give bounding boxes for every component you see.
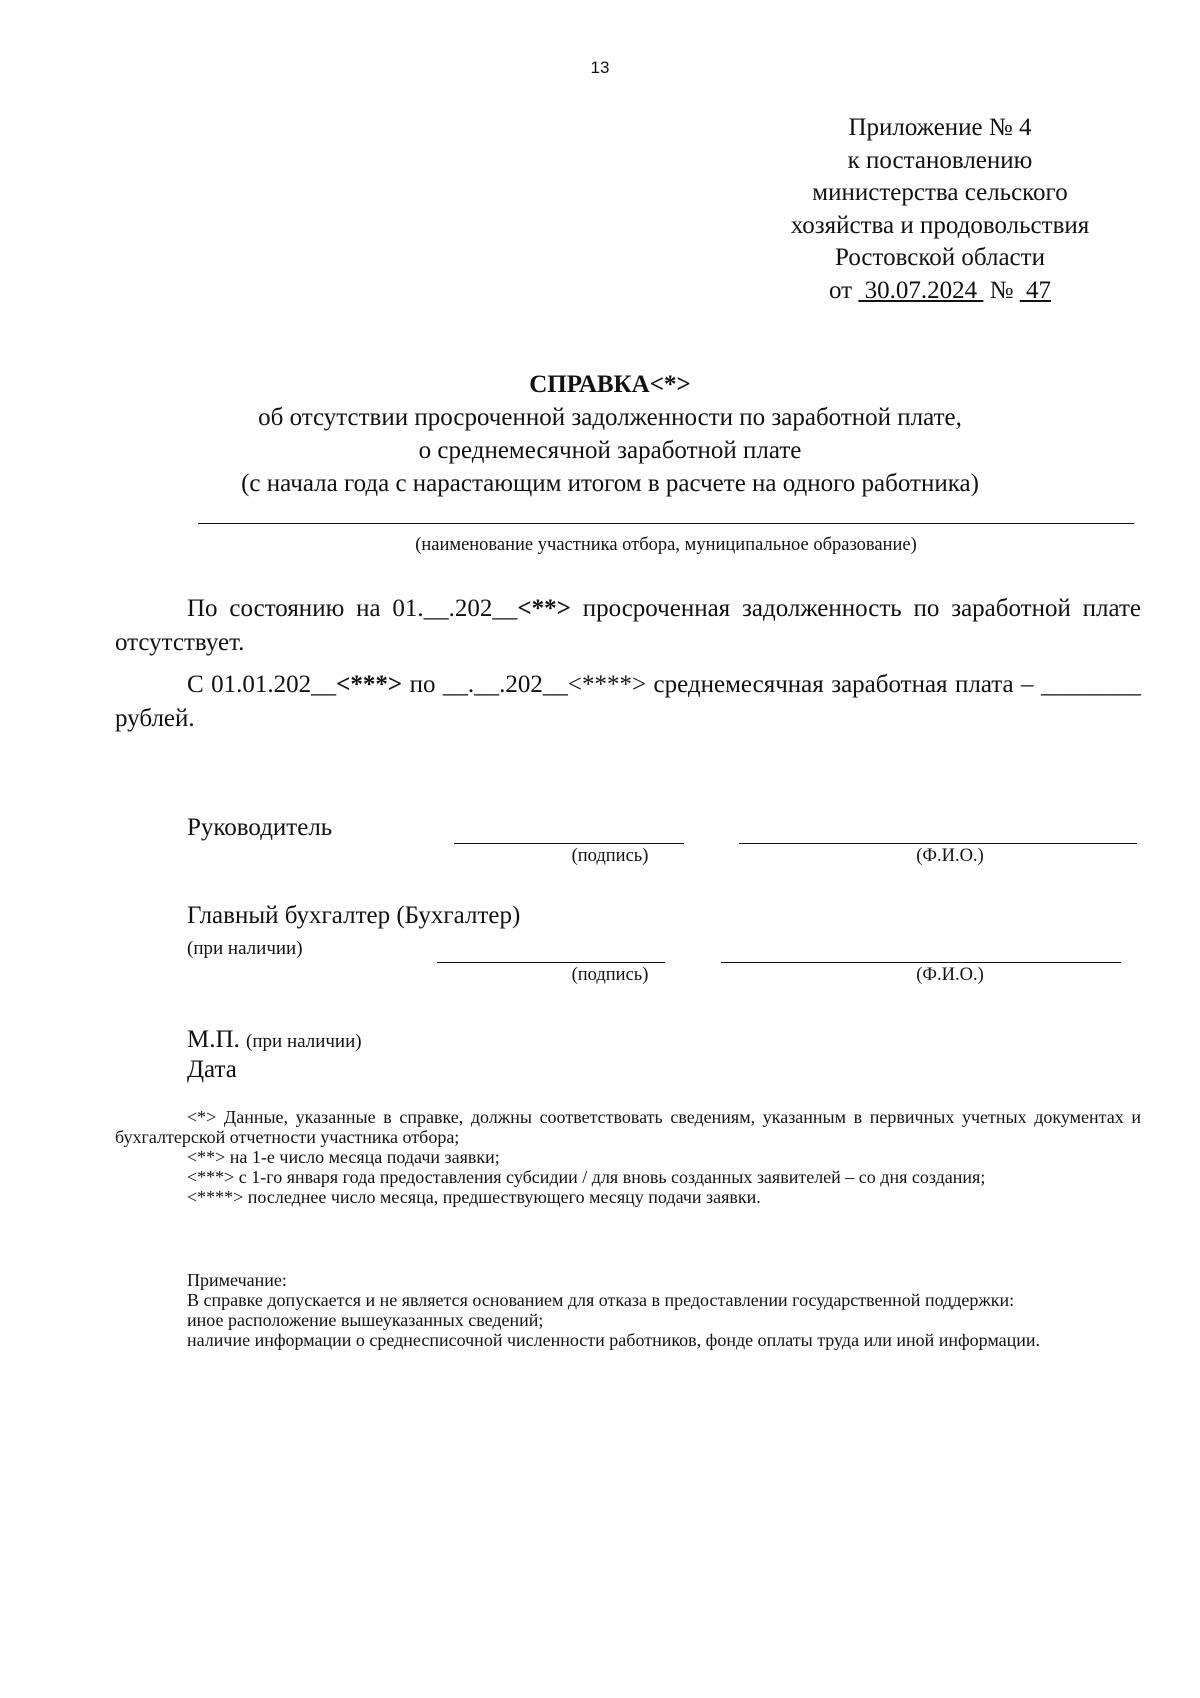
appendix-line: хозяйства и продовольствия	[790, 211, 1090, 239]
accountant-signature-line	[437, 962, 665, 963]
stamp-line	[187, 1026, 362, 1054]
appendix-block	[740, 112, 1140, 307]
remark-heading: Примечание:	[187, 1270, 287, 1290]
head-fio-line	[739, 843, 1137, 844]
heading-line: (с начала года с нарастающим итогом в расчете на одного работника)	[241, 470, 979, 497]
participant-name-line	[198, 523, 1134, 524]
head-label: Руководитель	[187, 814, 333, 841]
remark-line: В справке допускается и не является основанием для отказа в предоставлении государственной поддержки:	[187, 1290, 1015, 1310]
average-salary-paragraph: С 01.01.202__<***> по __.__.202__<****> среднемесячная заработная плата – ________ рублей.	[115, 671, 1141, 732]
signature-caption: (подпись)	[571, 846, 649, 866]
appendix-date-line	[740, 275, 1140, 308]
participant-caption: (наименование участника отбора, муниципальное образование)	[415, 535, 917, 555]
footnote: <*> Данные, указанные в справке, должны соответствовать сведениям, указанным в первичных учетных документах и бухгалтерской отчетности участника отбора;	[115, 1107, 1141, 1147]
footnote: <***> с 1-го января года предоставления субсидии / для вновь созданных заявителей – со дня создания;	[187, 1167, 986, 1187]
appendix-title: Приложение № 4	[848, 114, 1032, 141]
footnote: <**> на 1-е число месяца подачи заявки;	[187, 1147, 500, 1167]
appendix-line: министерства сельского	[812, 179, 1068, 206]
fio-caption: (Ф.И.О.)	[916, 846, 984, 866]
footnote: <****> последнее число месяца, предшествующего месяцу подачи заявки.	[187, 1187, 761, 1207]
appendix-line: к постановлению	[847, 146, 1033, 174]
appendix-line: Ростовской области	[835, 244, 1045, 271]
stamp-if-any: (при наличии)	[246, 1031, 362, 1052]
remark-line: иное расположение вышеуказанных сведений;	[187, 1310, 544, 1330]
signature-caption: (подпись)	[571, 965, 649, 985]
remark-block	[115, 1270, 1141, 1350]
footnote-ref: <***>	[336, 671, 403, 698]
resolution-number: 47	[1025, 276, 1051, 304]
accountant-fio-line	[721, 962, 1121, 963]
accountant-label: Главный бухгалтер (Бухгалтер)	[187, 902, 521, 929]
footnote-ref: <**>	[517, 595, 571, 622]
number-prefix: №	[989, 276, 1014, 304]
document-title: СПРАВКА<*>	[529, 371, 691, 398]
document-heading	[140, 368, 1080, 500]
head-signature-line	[454, 843, 684, 844]
stamp-label: М.П.	[187, 1026, 240, 1053]
accountant-if-any: (при наличии)	[187, 938, 303, 959]
page-number: 13	[590, 58, 610, 77]
overdue-debt-paragraph: По состоянию на 01.__.202__<**> просроченная задолженность по заработной плате отсутствует.	[115, 595, 1141, 656]
fio-caption: (Ф.И.О.)	[916, 965, 984, 985]
heading-line: о среднемесячной заработной плате	[418, 437, 802, 464]
remark-line: наличие информации о среднесписочной численности работников, фонде оплаты труда или иной информации.	[187, 1330, 1041, 1350]
date-prefix: от	[829, 276, 853, 304]
footnotes	[115, 1107, 1141, 1207]
resolution-date: 30.07.2024	[864, 276, 978, 304]
date-label: Дата	[187, 1056, 237, 1083]
heading-line: об отсутствии просроченной задолженности по заработной плате,	[258, 404, 962, 431]
